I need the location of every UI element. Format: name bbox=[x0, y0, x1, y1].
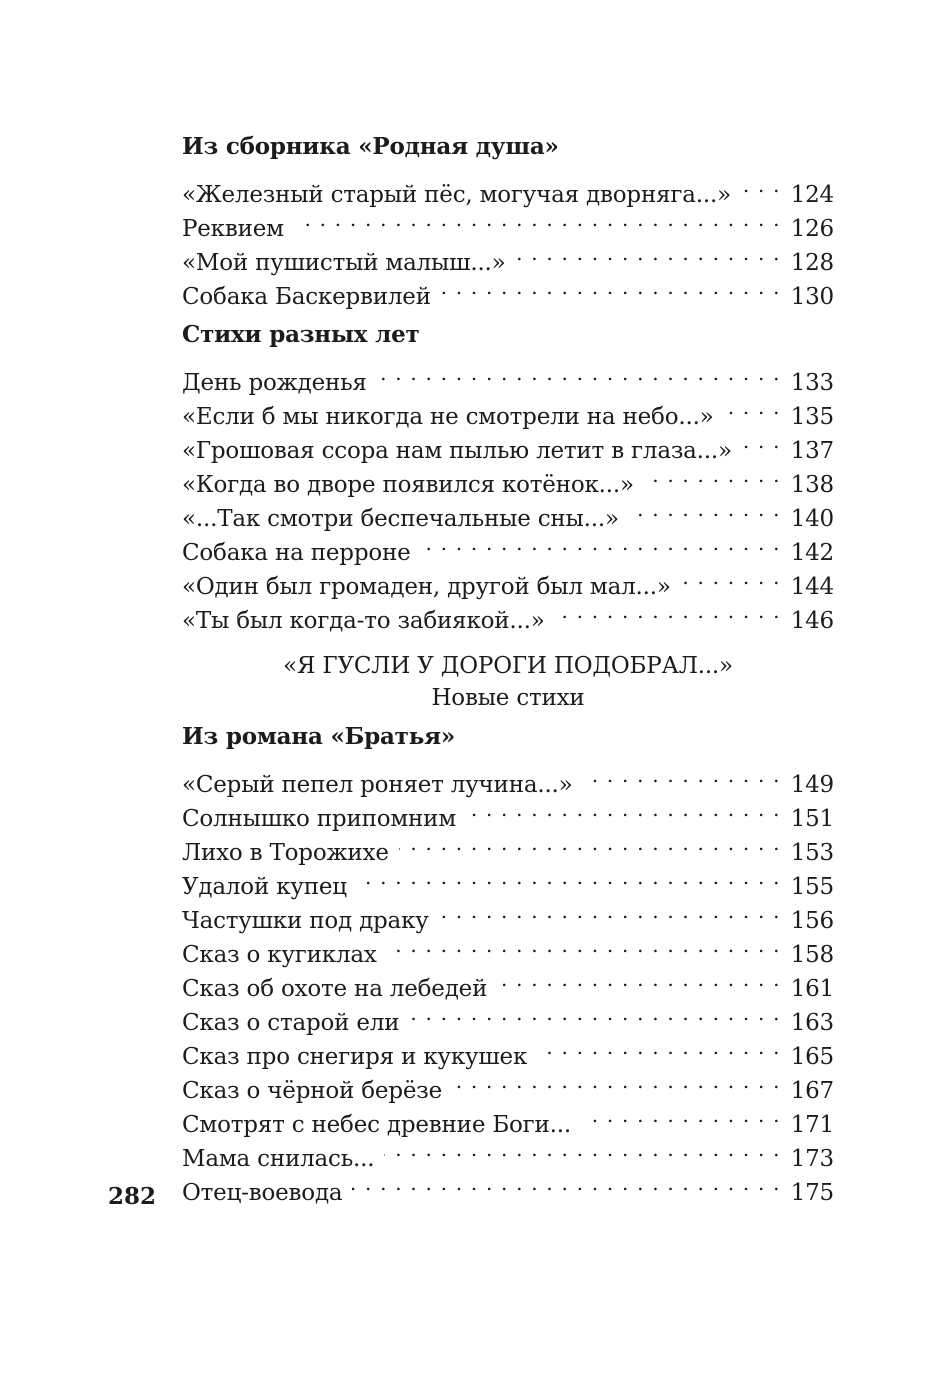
toc-entry-page: 133 bbox=[790, 370, 834, 396]
toc-entry-page: 138 bbox=[790, 472, 834, 498]
toc-entry-page: 163 bbox=[790, 1010, 834, 1036]
toc-entry-title: Частушки под драку bbox=[182, 904, 439, 938]
dot-leader bbox=[741, 168, 781, 202]
toc-section-2 bbox=[182, 356, 834, 634]
dot-leader bbox=[742, 424, 781, 458]
toc-entry-title: Смотрят с небес древние Боги... bbox=[182, 1108, 581, 1142]
toc-entry-page: 173 bbox=[790, 1146, 834, 1172]
toc-section-3 bbox=[182, 758, 834, 1206]
toc-entry-page: 124 bbox=[790, 182, 834, 208]
dot-leader bbox=[516, 236, 781, 270]
toc-entry-title: «Железный старый пёс, могучая дворняга...» bbox=[182, 178, 741, 212]
toc-entry-page: 128 bbox=[790, 250, 834, 276]
toc-entry-title: «Грошовая ссора нам пылью летит в глаза...» bbox=[182, 434, 742, 468]
toc-entry-title: День рожденья bbox=[182, 366, 377, 400]
toc-entry-page: 146 bbox=[790, 608, 834, 634]
part-subtitle: Новые стихи bbox=[431, 685, 585, 711]
toc-entry-title: Собака Баскервилей bbox=[182, 280, 441, 314]
part-title: «Я ГУСЛИ У ДОРОГИ ПОДОБРАЛ...» bbox=[283, 653, 733, 679]
toc-entry-title: Реквием bbox=[182, 212, 294, 246]
toc-entry-title: «Ты был когда-то забиякой...» bbox=[182, 604, 555, 638]
toc-entry-title: Сказ об охоте на лебедей bbox=[182, 972, 497, 1006]
toc-entry-title: «Мой пушистый малыш...» bbox=[182, 246, 516, 280]
toc-entry-page: 144 bbox=[790, 574, 834, 600]
toc-entry-page: 156 bbox=[790, 908, 834, 934]
toc-entry-page: 153 bbox=[790, 840, 834, 866]
dot-leader bbox=[421, 526, 781, 560]
table-of-contents bbox=[182, 126, 834, 1206]
toc-entry-title: «Один был громаден, другой был мал...» bbox=[182, 570, 681, 604]
dot-leader bbox=[581, 1098, 781, 1132]
toc-entry-page: 175 bbox=[790, 1180, 834, 1206]
toc-entry-title: Отец-воевода bbox=[182, 1176, 352, 1210]
dot-leader bbox=[644, 458, 781, 492]
toc-entry-page: 155 bbox=[790, 874, 834, 900]
toc-entry-title: Сказ про снегиря и кукушек bbox=[182, 1040, 537, 1074]
toc-entry bbox=[182, 758, 834, 798]
dot-leader bbox=[497, 962, 780, 996]
toc-entry bbox=[182, 168, 834, 208]
dot-leader bbox=[555, 594, 781, 628]
dot-leader bbox=[724, 390, 781, 424]
section-heading: Стихи разных лет bbox=[182, 321, 420, 348]
toc-entry-page: 161 bbox=[790, 976, 834, 1002]
dot-leader bbox=[441, 270, 781, 304]
dot-leader bbox=[629, 492, 781, 526]
toc-entry-title: «Если б мы никогда не смотрели на небо...» bbox=[182, 400, 724, 434]
toc-entry-page: 126 bbox=[790, 216, 834, 242]
toc-entry-title: Мама снилась... bbox=[182, 1142, 384, 1176]
toc-entry-page: 140 bbox=[790, 506, 834, 532]
toc-entry-page: 167 bbox=[790, 1078, 834, 1104]
toc-entry-title: Солнышко припомним bbox=[182, 802, 466, 836]
toc-entry-title: «Когда во дворе появился котёнок...» bbox=[182, 468, 644, 502]
toc-entry-page: 151 bbox=[790, 806, 834, 832]
dot-leader bbox=[452, 1064, 781, 1098]
dot-leader bbox=[384, 1132, 780, 1166]
section-heading: Из романа «Братья» bbox=[182, 723, 456, 750]
toc-entry bbox=[182, 356, 834, 396]
dot-leader bbox=[357, 860, 781, 894]
dot-leader bbox=[352, 1166, 780, 1200]
dot-leader bbox=[399, 826, 781, 860]
toc-section-1 bbox=[182, 168, 834, 310]
dot-leader bbox=[377, 356, 781, 390]
toc-entry-title: Сказ о старой ели bbox=[182, 1006, 409, 1040]
dot-leader bbox=[409, 996, 780, 1030]
dot-leader bbox=[439, 894, 781, 928]
toc-entry-page: 149 bbox=[790, 772, 834, 798]
toc-entry-title: Сказ о кугиклах bbox=[182, 938, 387, 972]
toc-entry-title: Собака на перроне bbox=[182, 536, 421, 570]
dot-leader bbox=[681, 560, 781, 594]
toc-entry-title: «Серый пепел роняет лучина...» bbox=[182, 768, 583, 802]
toc-entry-page: 158 bbox=[790, 942, 834, 968]
toc-entry-title: «...Так смотри беспечальные сны...» bbox=[182, 502, 629, 536]
toc-entry-page: 165 bbox=[790, 1044, 834, 1070]
toc-entry-page: 137 bbox=[790, 438, 834, 464]
toc-entry-title: Удалой купец bbox=[182, 870, 357, 904]
dot-leader bbox=[537, 1030, 781, 1064]
dot-leader bbox=[583, 758, 781, 792]
toc-entry-title: Сказ о чёрной берёзе bbox=[182, 1074, 452, 1108]
dot-leader bbox=[387, 928, 781, 962]
toc-entry-page: 171 bbox=[790, 1112, 834, 1138]
toc-entry-page: 130 bbox=[790, 284, 834, 310]
section-heading: Из сборника «Родная душа» bbox=[182, 133, 559, 160]
toc-entry-page: 142 bbox=[790, 540, 834, 566]
dot-leader bbox=[294, 202, 781, 236]
dot-leader bbox=[466, 792, 781, 826]
toc-entry-title: Лихо в Торожихе bbox=[182, 836, 399, 870]
toc-entry-page: 135 bbox=[790, 404, 834, 430]
part-title-block bbox=[182, 650, 834, 714]
page-number: 282 bbox=[108, 1183, 157, 1210]
